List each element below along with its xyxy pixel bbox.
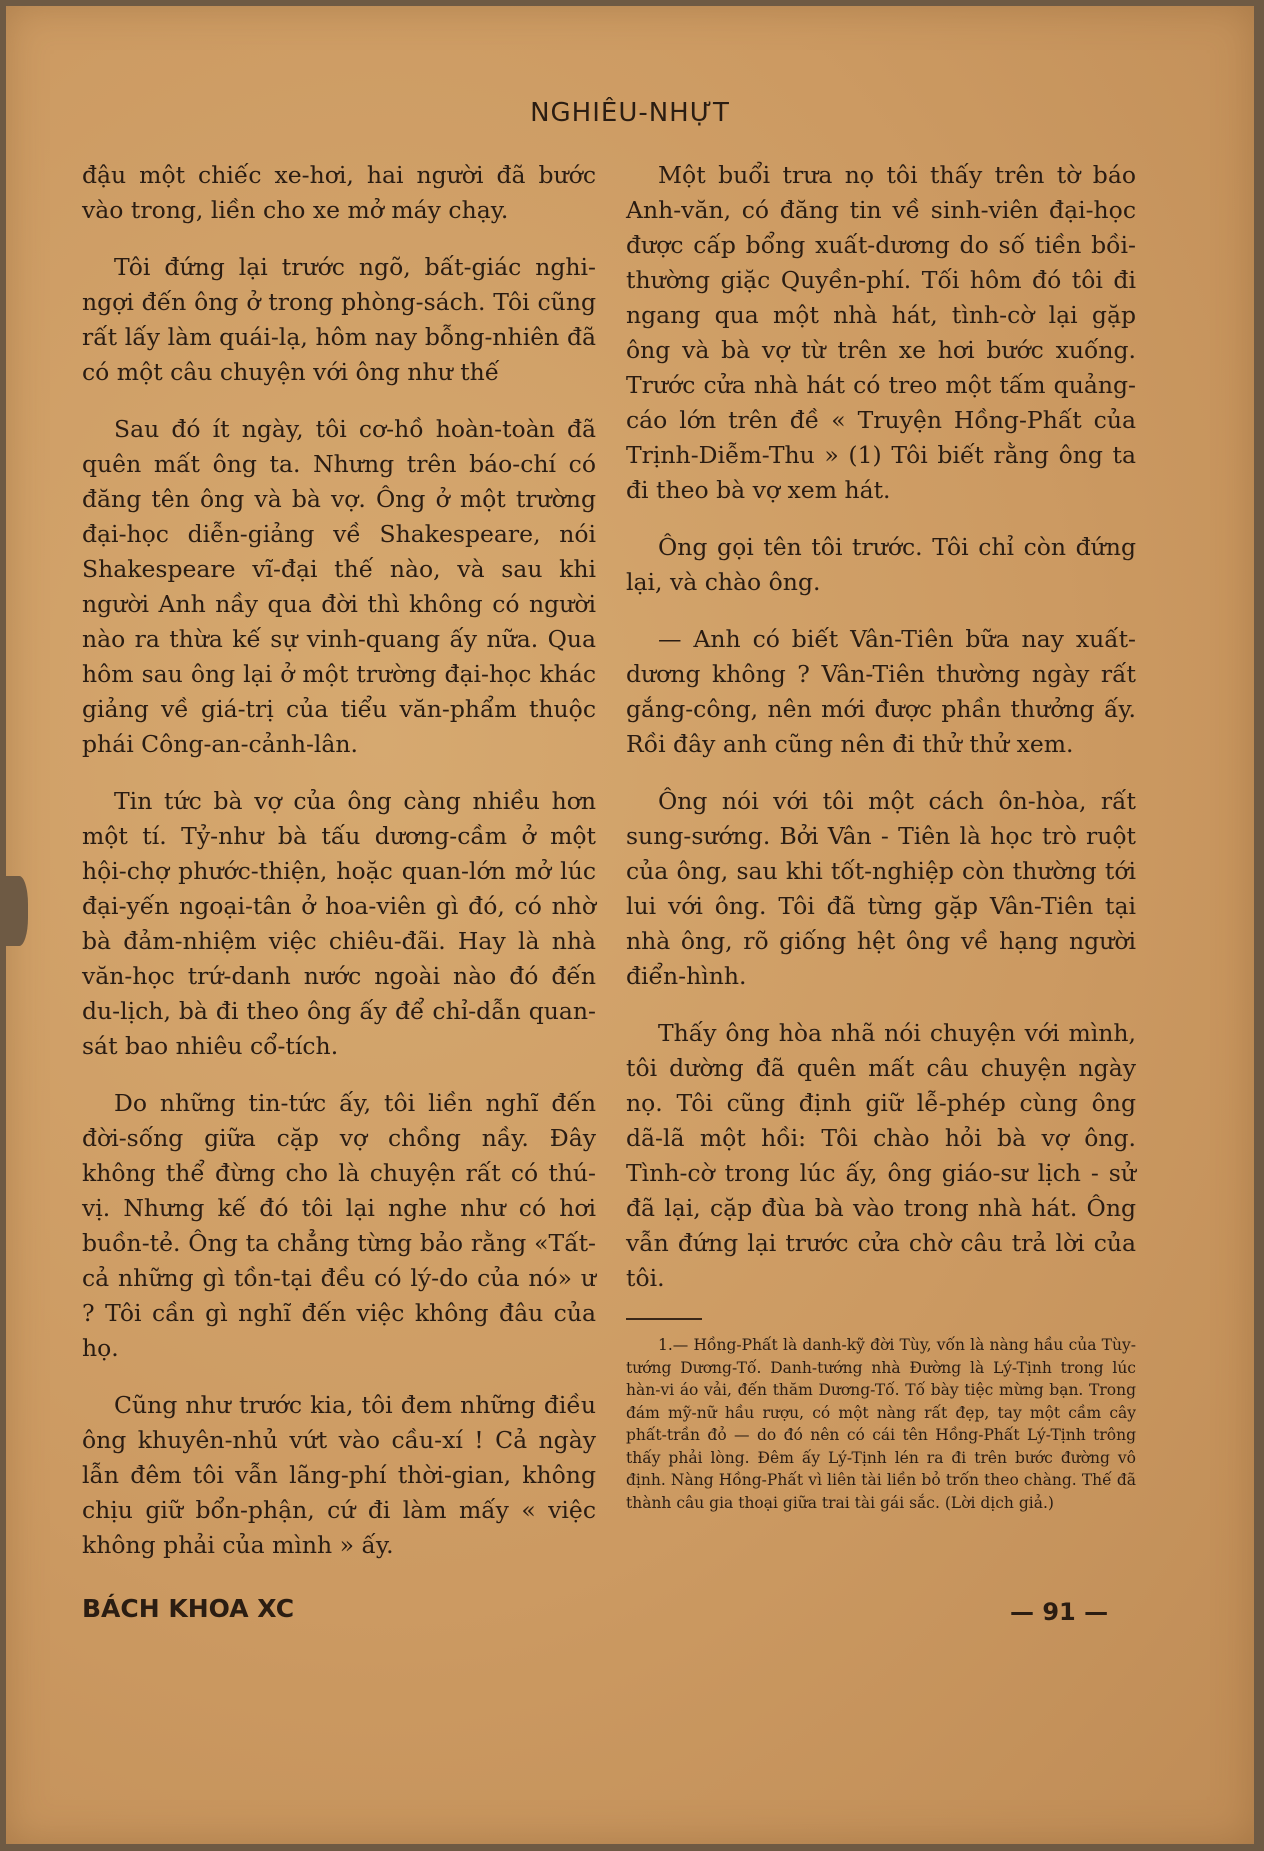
paragraph: Ông gọi tên tôi trước. Tôi chỉ còn đứng lại, và chào ông. [626,533,1136,596]
paragraph: Tin tức bà vợ của ông càng nhiều hơn một tí. Tỷ-như bà tấu dương-cầm ở một hội-chợ phước-thiện, hoặc quan-lớn mở lúc đại-yến ngoại-tân ở hoa-viên gì đó, có nhờ bà đảm-nhiệm việc chiêu-đãi. Hay là nhà văn-học trứ-danh nước ngoài nào đó đến du-lịch, bà đi theo ông ấy để chỉ-dẫn quan-sát bao nhiêu cổ-tích. [82,787,596,1060]
page-header: NGHIÊU-NHỰT [530,98,730,128]
right-column [626,158,1136,1536]
left-column [82,158,596,1585]
paragraph: Sau đó ít ngày, tôi cơ-hồ hoàn-toàn đã quên mất ông ta. Nhưng trên báo-chí có đăng tên ông và bà vợ. Ông ở một trường đại-học diễn-giảng về Shakespeare, nói Shakespeare vĩ-đại thế nào, và sau khi người Anh nầy qua đời thì không có người nào ra thừa kế sự vinh-quang ấy nữa. Qua hôm sau ông lại ở một trường đại-học khác giảng về giá-trị của tiểu văn-phẩm thuộc phái Công-an-cảnh-lân. [82,415,596,758]
paragraph: Thấy ông hòa nhã nói chuyện với mình, tôi dường đã quên mất câu chuyện ngày nọ. Tôi cũng định giữ lễ-phép cùng ông dã-lã một hồi: Tôi chào hỏi bà vợ ông. Tình-cờ trong lúc ấy, ông giáo-sư lịch - sử đã lại, cặp đùa bà vào trong nhà hát. Ông vẫn đứng lại trước cửa chờ câu trả lời của tôi. [626,1019,1136,1292]
torn-edge [6,876,28,946]
publication-name: BÁCH KHOA XC [82,1594,295,1623]
paragraph: Do những tin-tức ấy, tôi liền nghĩ đến đời-sống giữa cặp vợ chồng nầy. Đây không thể đừng cho là chuyện rất có thú-vị. Nhưng kế đó tôi lại nghe như có hơi buồn-tẻ. Ông ta chẳng từng bảo rằng «Tất-cả những gì tồn-tại đều có lý-do của nó» ư ? Tôi cần gì nghĩ đến việc không đâu của họ. [82,1089,596,1362]
paragraph: Ông nói với tôi một cách ôn-hòa, rất sung-sướng. Bởi Vân - Tiên là học trò ruột của ông, sau khi tốt-nghiệp còn thường tới lui với ông. Tôi đã từng gặp Vân-Tiên tại nhà ông, rõ giống hệt ông về hạng người điển-hình. [626,787,1136,990]
paragraph: Tôi đứng lại trước ngõ, bất-giác nghi-ngợi đến ông ở trong phòng-sách. Tôi cũng rất lấy làm quái-lạ, hôm nay bỗng-nhiên đã có một câu chuyện với ông như thế [82,253,596,386]
page-number: — 91 — [1010,1598,1109,1626]
paragraph: — Anh có biết Vân-Tiên bữa nay xuất-dương không ? Vân-Tiên thường ngày rất gắng-công, nên mới được phần thưởng ấy. Rồi đây anh cũng nên đi thử thử xem. [626,625,1136,758]
footnote-divider [626,1318,702,1320]
book-page [6,6,1254,1844]
paragraph: đậu một chiếc xe-hơi, hai người đã bước vào trong, liền cho xe mở máy chạy. [82,161,596,224]
footnote: 1.— Hồng-Phất là danh-kỹ đời Tùy, vốn là nàng hầu của Tùy-tướng Dương-Tố. Danh-tướng nhà Đường là Lý-Tịnh trong lúc hàn-vi áo vải, đến thăm Dương-Tố. Tố bày tiệc mừng bạn. Trong đám mỹ-nữ hầu rượu, có một nàng rất đẹp, tay một cầm cây phất-trần đỏ — do đó nên có cái tên Hồng-Phất Lý-Tịnh trông thấy phải lòng. Đêm ấy Lý-Tịnh lén ra đi trên bước đường vô định. Nàng Hồng-Phất vì liên tài liền bỏ trốn theo chàng. Thế đã thành câu gia thoại giữa trai tài gái sắc. (Lời dịch giả.) [626,1336,1136,1512]
paragraph: Một buổi trưa nọ tôi thấy trên tờ báo Anh-văn, có đăng tin về sinh-viên đại-học được cấp bổng xuất-dương do số tiền bồi-thường giặc Quyền-phí. Tối hôm đó tôi đi ngang qua một nhà hát, tình-cờ lại gặp ông và bà vợ từ trên xe hơi bước xuống. Trước cửa nhà hát có treo một tấm quảng-cáo lớn trên đề « Truyện Hồng-Phất của Trịnh-Diễm-Thu » (1) Tôi biết rằng ông ta đi theo bà vợ xem hát. [626,161,1136,504]
paragraph: Cũng như trước kia, tôi đem những điều ông khuyên-nhủ vứt vào cầu-xí ! Cả ngày lẫn đêm tôi vẫn lãng-phí thời-gian, không chịu giữ bổn-phận, cứ đi làm mấy « việc không phải của mình » ấy. [82,1391,596,1559]
